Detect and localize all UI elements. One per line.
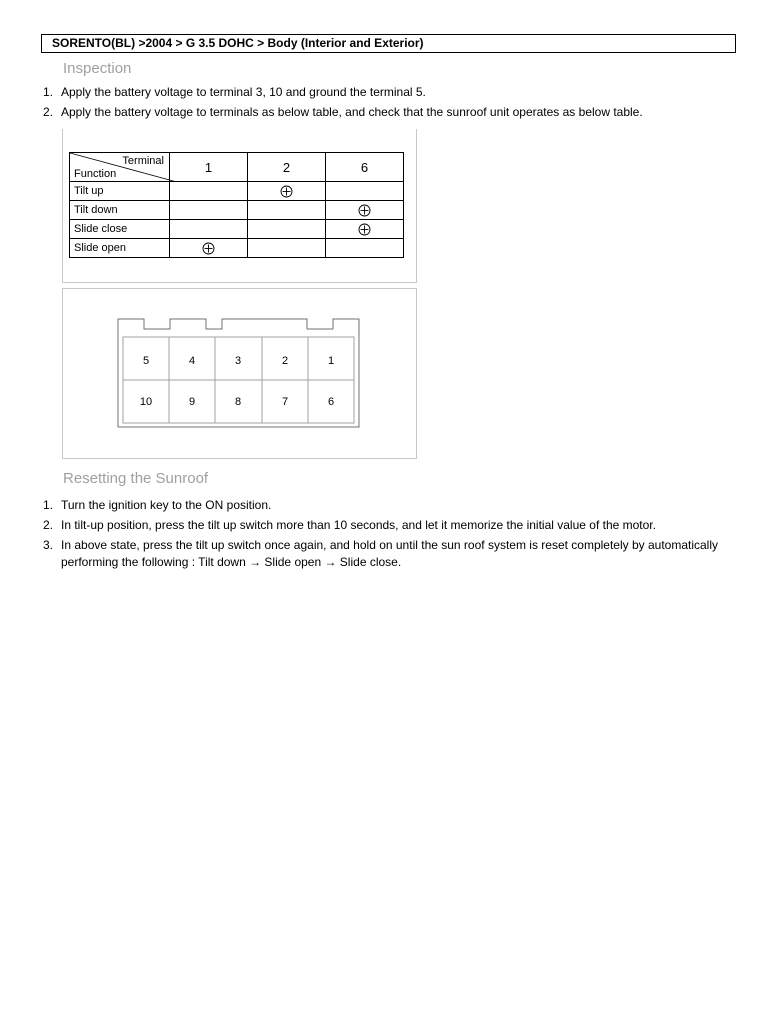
terminal-header: 6 [326,153,404,182]
table-row [70,201,404,220]
connector-panel [62,288,417,459]
terminal-function-table [69,152,404,258]
mark-cell [248,239,326,258]
step-number: 1. [43,85,54,99]
breadcrumb: SORENTO(BL) >2004 > G 3.5 DOHC > Body (Interior and Exterior) [41,34,736,53]
mark-cell [248,220,326,239]
terminal-label: Terminal [122,155,164,167]
step-text: In tilt-up position, press the tilt up switch more than 10 seconds, and let it memorize the initial value of the motor. [61,518,656,532]
inspection-step [43,104,733,121]
connector-pin-4: 4 [188,355,196,367]
plus-circle-icon [358,204,371,217]
table-row [70,239,404,258]
connector-diagram [63,289,416,458]
resetting-step [43,537,733,571]
inspection-heading: Inspection [63,60,132,77]
function-name: Tilt down [70,201,170,220]
connector-pin-6: 6 [327,396,335,408]
terminal-function-corner [70,153,170,182]
connector-pin-1: 1 [327,355,335,367]
step-text: Turn the ignition key to the ON position. [61,498,272,512]
table-row [70,220,404,239]
mark-cell [326,220,404,239]
connector-pin-3: 3 [234,355,242,367]
plus-circle-icon [280,185,293,198]
inspection-steps [43,84,733,124]
function-name: Slide open [70,239,170,258]
connector-pin-9: 9 [188,396,196,408]
terminal-header: 1 [170,153,248,182]
resetting-heading: Resetting the Sunroof [63,470,209,487]
step-number: 1. [43,498,54,512]
function-name: Tilt up [70,182,170,201]
step-text: Apply the battery voltage to terminals as below table, and check that the sunroof unit operates as below table. [61,105,643,119]
plus-circle-icon [202,242,215,255]
resetting-step [43,497,733,514]
step-text: Apply the battery voltage to terminal 3, 10 and ground the terminal 5. [61,85,426,99]
terminal-header: 2 [248,153,326,182]
step-number: 2. [43,518,54,532]
mark-cell [170,201,248,220]
table-header-row [70,153,404,182]
mark-cell [326,182,404,201]
connector-pin-8: 8 [234,396,242,408]
function-label: Function [74,168,117,180]
mark-cell [170,239,248,258]
mark-cell [326,239,404,258]
table-row [70,182,404,201]
mark-cell [248,182,326,201]
step-number: 3. [43,538,54,552]
step-text: In above state, press the tilt up switch once again, and hold on until the sun roof system is reset completely by automatically performing the following : Tilt down → Slide open → Slide close. [61,538,719,569]
function-name: Slide close [70,220,170,239]
resetting-step [43,517,733,534]
connector-pin-10: 10 [139,396,153,408]
connector-pin-2: 2 [281,355,289,367]
inspection-step [43,84,733,101]
connector-pin-7: 7 [281,396,289,408]
mark-cell [326,201,404,220]
mark-cell [170,182,248,201]
step-number: 2. [43,105,54,119]
resetting-steps [43,497,733,574]
mark-cell [248,201,326,220]
connector-pin-5: 5 [142,355,150,367]
plus-circle-icon [358,223,371,236]
function-table-panel [62,129,417,283]
mark-cell [170,220,248,239]
